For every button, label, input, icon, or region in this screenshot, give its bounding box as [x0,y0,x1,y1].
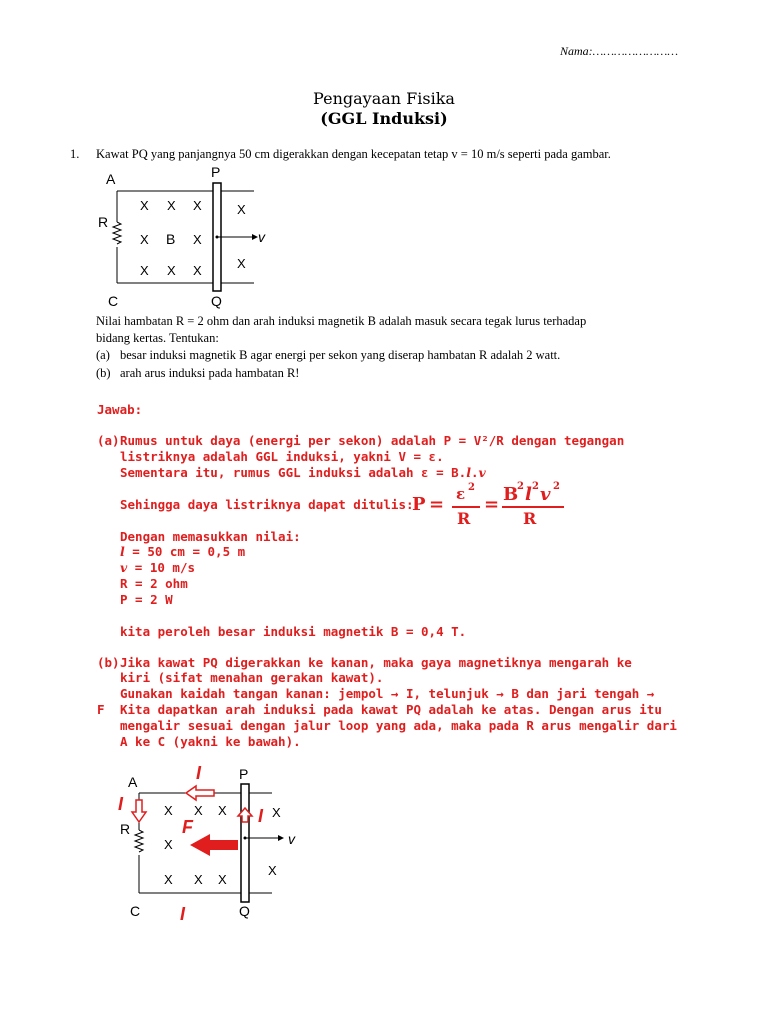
answer-a-line5: Dengan memasukkan nilai: [120,529,301,544]
label-f: F [182,817,193,837]
answer-a-line1: Rumus untuk daya (energi per sekon) adalah P = V²/R dengan tegangan [120,433,625,448]
answer-b-line5: mengalir sesuai dengan jalur loop yang ada, maka pada R arus mengalir dari [120,718,677,733]
page-subtitle: (GGL Induksi) [320,109,448,128]
question-number: 1. [70,147,80,161]
field-x: X [164,837,173,852]
label-b: B [166,231,176,247]
label-p: P [211,164,221,180]
answer-b-line6: A ke C (yakni ke bawah). [120,734,301,749]
question-desc-line2: bidang kertas. Tentukan: [96,331,219,345]
field-x: X [140,198,149,213]
answer-heading: Jawab: [97,402,143,417]
circuit-diagram-1 [90,162,290,310]
label-v: v [258,229,265,245]
power-formula: P = ε 2 R = B 2 l 2 v 2 R [412,482,572,532]
resistor-symbol [113,222,121,244]
field-x: X [193,198,202,213]
question-desc-line1: Nilai hambatan R = 2 ohm dan arah induksi magnetik B adalah masuk secara tegak lurus terhadap [96,314,587,328]
force-arrow-icon [190,834,238,856]
answer-b-line1: Jika kawat PQ digerakkan ke kanan, maka gaya magnetiknya mengarah ke [120,655,632,670]
field-x: X [167,263,176,278]
value-l: l = 50 cm = 0,5 m [120,544,246,559]
item-a-text: besar induksi magnetik B agar energi per sekon yang diserap hambatan R adalah 2 watt. [120,348,561,362]
answer-b-f: F [97,702,105,717]
answer-a-result: kita peroleh besar induksi magnetik B = 0,4 T. [120,624,467,639]
answer-b-line3: Gunakan kaidah tangan kanan: jempol → I, telunjuk → B dan jari tengah → [120,686,655,701]
label-c: C [108,293,119,309]
nama-field: Nama:…………………… [560,44,679,58]
field-x: X [140,263,149,278]
field-x: X [194,872,203,887]
label-p: P [239,766,249,782]
circuit-diagram-2 [112,760,312,928]
field-x: X [237,202,246,217]
label-i: I [196,763,202,783]
resistor-symbol [135,830,143,852]
field-x: X [164,803,173,818]
answer-b-label: (b) [97,655,120,670]
current-arrow-resistor-icon [132,800,146,822]
field-x: X [167,198,176,213]
value-v: v = 10 m/s [120,560,195,575]
label-v: v [288,831,295,847]
field-x: X [237,256,246,271]
value-p: P = 2 W [120,592,173,607]
label-r: R [120,821,131,837]
wire-pq [241,784,249,902]
label-a: A [128,774,138,790]
field-x: X [218,872,227,887]
page-title: Pengayaan Fisika [313,89,455,108]
label-i: I [258,806,264,826]
field-x: X [164,872,173,887]
answer-a-line2: listriknya adalah GGL induksi, yakni V = ε. [120,449,444,464]
field-x: X [268,863,277,878]
field-x: X [272,805,281,820]
field-x: X [194,803,203,818]
item-a-label: (a) [96,348,110,362]
answer-a-label: (a) [97,433,120,448]
question-intro: Kawat PQ yang panjangnya 50 cm digerakkan dengan kecepatan tetap v = 10 m/s seperti pada gambar. [96,147,611,161]
label-a: A [106,171,116,187]
current-arrow-wire-icon [238,808,252,822]
label-q: Q [239,903,250,919]
current-arrow-top-icon [186,786,214,800]
field-x: X [193,263,202,278]
item-b-label: (b) [96,366,111,380]
field-x: X [193,232,202,247]
answer-b-line2: kiri (sifat menahan gerakan kawat). [120,670,384,685]
field-x: X [218,803,227,818]
label-r: R [98,214,109,230]
label-i: I [180,904,186,924]
item-b-text: arah arus induksi pada hambatan R! [120,366,300,380]
answer-a-line3: Sementara itu, rumus GGL induksi adalah ε = B.l.v [120,465,486,480]
label-q: Q [211,293,222,309]
answer-b-line4: Kita dapatkan arah induksi pada kawat PQ adalah ke atas. Dengan arus itu [120,702,662,717]
field-x: X [140,232,149,247]
label-i: I [118,794,124,814]
label-c: C [130,903,141,919]
value-r: R = 2 ohm [120,576,188,591]
answer-a-line4: Sehingga daya listriknya dapat ditulis: [120,497,414,512]
